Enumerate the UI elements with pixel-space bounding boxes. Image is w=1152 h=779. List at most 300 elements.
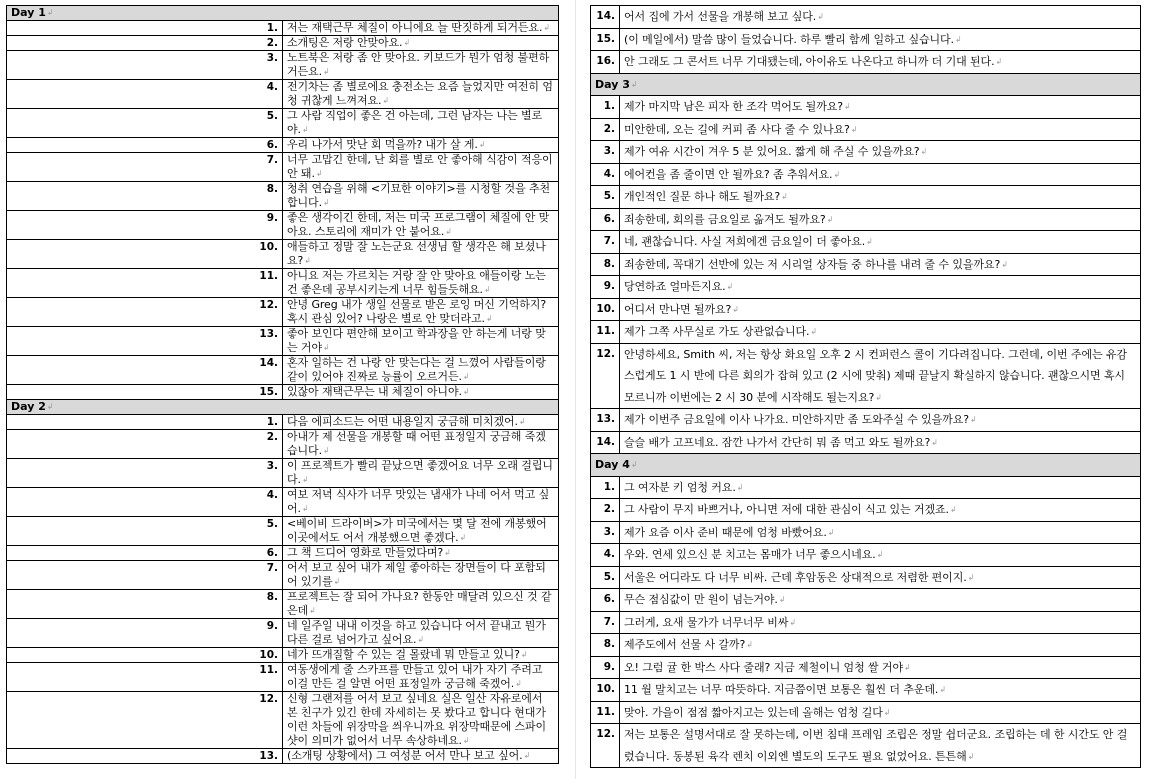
sentence-number-cell <box>591 253 620 276</box>
sentence-number-cell <box>591 566 620 589</box>
sentence-number-cell <box>7 138 283 153</box>
sentence-text-cell[interactable] <box>620 6 1141 29</box>
paragraph-mark: ↲ <box>883 707 891 717</box>
sentence-number-cell <box>7 327 283 356</box>
sentence-number: 10. <box>259 241 278 253</box>
sentence-text-cell[interactable] <box>620 431 1141 454</box>
sentence-text-cell[interactable] <box>283 415 559 430</box>
sentence-number: 5. <box>603 570 615 583</box>
right-sentence-table <box>590 5 1141 768</box>
sentence-number-cell <box>7 619 283 648</box>
sentence-number-cell <box>591 343 620 409</box>
sentence-text: 청취 연습을 위해 <기묘한 이야기>를 시청할 것을 추천합니다. <box>287 182 551 209</box>
sentence-number: 13. <box>259 328 278 340</box>
sentence-number-cell <box>7 269 283 298</box>
sentence-text-cell[interactable] <box>620 186 1141 209</box>
paragraph-mark: ↲ <box>444 548 451 557</box>
paragraph-mark: ↲ <box>778 595 786 604</box>
sentence-text-cell[interactable] <box>283 356 559 385</box>
sentence-number: 4. <box>603 548 615 560</box>
sentence-text-cell[interactable] <box>283 459 559 488</box>
sentence-row <box>591 186 1141 209</box>
sentence-number: 2. <box>266 431 278 443</box>
paragraph-mark: ↲ <box>726 282 734 291</box>
paragraph-mark: ↲ <box>931 437 938 447</box>
sentence-row <box>591 431 1141 454</box>
sentence-text-cell[interactable] <box>283 138 559 153</box>
sentence-number-cell <box>591 118 620 141</box>
paragraph-mark: ↲ <box>967 751 975 761</box>
sentence-text-cell[interactable] <box>283 211 559 240</box>
sentence-number: 6. <box>603 593 615 605</box>
sentence-number-cell <box>7 415 283 430</box>
sentence-row <box>591 679 1141 702</box>
sentence-number: 6. <box>266 547 278 559</box>
sentence-number: 4. <box>266 489 278 501</box>
paragraph-mark: ↲ <box>46 402 54 411</box>
day-header <box>7 6 559 21</box>
sentence-text: 맞아. 가을이 점점 짧아지고는 있는데 올해는 엄청 길다 <box>624 705 883 719</box>
sentence-number: 14. <box>596 435 615 448</box>
sentence-number: 4. <box>266 81 278 93</box>
sentence-text: 제가 여유 시간이 겨우 5 분 있어요. 짧게 해 주실 수 있을까요? <box>624 145 920 158</box>
sentence-text: 너무 고맙긴 한데, 난 회를 별로 안 좋아해 식감이 적응이 안 돼. <box>287 153 553 180</box>
paragraph-mark: ↲ <box>826 214 834 224</box>
paragraph-mark: ↲ <box>518 417 526 426</box>
sentence-text: 애들하고 정말 잘 노는군요 선생님 할 생각은 해 보셨나요? <box>287 240 546 267</box>
sentence-row <box>591 231 1141 254</box>
sentence-row <box>591 566 1141 589</box>
sentence-text-cell[interactable] <box>620 611 1141 634</box>
sentence-text-cell[interactable] <box>620 724 1141 768</box>
paragraph-mark: ↲ <box>46 8 54 17</box>
sentence-row <box>7 663 559 692</box>
sentence-text-cell[interactable] <box>620 679 1141 702</box>
sentence-text: 아내가 제 선물을 개봉할 때 어떤 표정일지 궁금해 죽겠습니다. <box>287 430 546 457</box>
sentence-number: 12. <box>596 347 615 360</box>
sentence-text-cell[interactable] <box>620 298 1141 321</box>
sentence-number: 5. <box>266 518 278 530</box>
sentence-text: 오! 그럼 귤 한 박스 사다 줄래? 지금 제철이니 엄청 쌀 거야 <box>624 660 903 674</box>
sentence-row <box>591 96 1141 119</box>
sentence-number: 2. <box>266 37 278 49</box>
paragraph-mark: ↲ <box>478 140 486 149</box>
paragraph-mark: ↲ <box>781 192 788 201</box>
sentence-text: 당연하죠 얼마든지요. <box>624 280 726 293</box>
sentence-number-cell <box>591 276 620 299</box>
sentence-text-cell[interactable] <box>283 153 559 182</box>
sentence-row <box>591 544 1141 567</box>
sentence-text: 혼자 일하는 건 나랑 안 맞는다는 걸 느꼈어 사람들이랑 같이 있어야 진짜로 능률이 오르거든. <box>287 356 546 383</box>
sentence-row <box>591 409 1141 432</box>
sentence-text-cell[interactable] <box>283 546 559 561</box>
sentence-text-cell[interactable] <box>283 327 559 356</box>
sentence-number-cell <box>7 211 283 240</box>
sentence-text: 어디서 만나면 될까요? <box>624 302 732 316</box>
sentence-row <box>7 269 559 298</box>
sentence-text-cell[interactable] <box>283 269 559 298</box>
sentence-text: 제가 요즘 이사 준비 때문에 엄청 바빴어요. <box>624 525 827 539</box>
sentence-text: 노트북은 저랑 좀 안 맞아요. 키보드가 뭔가 엄청 불편하거든요. <box>287 51 550 78</box>
sentence-number: 7. <box>603 235 615 247</box>
sentence-row <box>591 298 1141 321</box>
sentence-text-cell[interactable] <box>620 521 1141 544</box>
sentence-number-cell <box>7 36 283 51</box>
sentence-number-cell <box>591 51 620 74</box>
sentence-row <box>7 356 559 385</box>
sentence-text-cell[interactable] <box>283 692 559 749</box>
paragraph-mark: ↲ <box>301 125 309 134</box>
sentence-number: 14. <box>259 357 278 369</box>
day-header <box>591 73 1141 96</box>
sentence-text: 네 일주일 내내 이것을 하고 있습니다 어서 끝내고 뭔가 다른 걸로 넘어가고 싶어요. <box>287 619 546 646</box>
sentence-number-cell <box>591 656 620 679</box>
sentence-number: 5. <box>266 110 278 122</box>
sentence-row <box>591 28 1141 51</box>
sentence-text-cell[interactable] <box>620 96 1141 119</box>
sentence-text: 안녕 Greg 내가 생일 선물로 받은 로잉 머신 기억하지? 혹시 관심 있어? 나랑은 별로 안 맞더라고. <box>287 298 547 325</box>
paragraph-mark: ↲ <box>520 650 528 659</box>
sentence-number-cell <box>591 28 620 51</box>
sentence-text-cell[interactable] <box>620 589 1141 612</box>
sentence-number: 9. <box>603 280 615 292</box>
paragraph-mark: ↲ <box>939 685 946 694</box>
sentence-text-cell[interactable] <box>620 343 1141 409</box>
sentence-row <box>591 141 1141 164</box>
sentence-row <box>7 51 559 80</box>
sentence-text: 좋아 보인다 편안해 보이고 학과장을 안 하는게 너랑 맞는 거야 <box>287 327 546 354</box>
sentence-text-cell[interactable] <box>283 590 559 619</box>
sentence-text-cell[interactable] <box>620 118 1141 141</box>
sentence-number-cell <box>591 701 620 724</box>
sentence-number-cell <box>7 51 283 80</box>
sentence-row <box>591 724 1141 768</box>
sentence-number: 10. <box>596 302 615 315</box>
sentence-text-cell[interactable] <box>283 385 559 400</box>
sentence-number: 15. <box>259 386 278 398</box>
sentence-text: 안녕하세요, Smith 씨, 저는 항상 화요일 오후 2 시 컨퍼런스 콜이 기다려집니다. 그런데, 이번 주에는 유감스럽게도 1 시 반에 다른 회의가 잡혀 있고 (2 시에 맞춰) 제때 끝날지 확실하지 않습니다. 괜찮으시면 혹시 모르니까 이번에는 2 시 30 분에 시작해도 될는지요? <box>624 347 1127 404</box>
paragraph-mark: ↲ <box>876 550 884 559</box>
sentence-row <box>7 298 559 327</box>
sentence-text: 에어컨을 좀 줄이면 안 될까요? 좀 추워서요. <box>624 167 833 181</box>
sentence-text-cell[interactable] <box>620 276 1141 299</box>
sentence-text-cell[interactable] <box>620 28 1141 51</box>
sentence-text-cell[interactable] <box>620 701 1141 724</box>
sentence-text-cell[interactable] <box>620 163 1141 186</box>
sentence-row <box>7 561 559 590</box>
sentence-row <box>591 51 1141 74</box>
sentence-text-cell[interactable] <box>620 544 1141 567</box>
sentence-row <box>591 476 1141 499</box>
sentence-row <box>7 182 559 211</box>
sentence-text-cell[interactable] <box>620 499 1141 522</box>
paragraph-mark: ↲ <box>903 662 911 672</box>
sentence-number-cell <box>7 80 283 109</box>
paragraph-mark: ↲ <box>866 237 873 246</box>
paragraph-mark: ↲ <box>462 736 470 745</box>
sentence-text-cell[interactable] <box>283 619 559 648</box>
sentence-row <box>7 415 559 430</box>
sentence-row <box>7 517 559 546</box>
sentence-number: 10. <box>596 683 615 695</box>
sentence-text-cell[interactable] <box>283 298 559 327</box>
sentence-row <box>591 321 1141 344</box>
sentence-text: 제가 그쪽 사무실로 가도 상관없습니다. <box>624 325 810 338</box>
sentence-number-cell <box>7 546 283 561</box>
sentence-number-cell <box>591 499 620 522</box>
paragraph-mark: ↲ <box>483 285 491 294</box>
sentence-text: 우와. 연세 있으신 분 치고는 몸매가 너무 좋으시네요. <box>624 548 876 561</box>
paragraph-mark: ↲ <box>304 256 311 265</box>
paragraph-mark: ↲ <box>630 79 638 89</box>
paragraph-mark: ↲ <box>967 572 975 582</box>
sentence-number-cell <box>7 240 283 269</box>
sentence-number-cell <box>7 385 283 400</box>
sentence-row <box>7 153 559 182</box>
sentence-text-cell[interactable] <box>283 430 559 459</box>
sentence-row <box>591 656 1141 679</box>
sentence-text-cell[interactable] <box>283 663 559 692</box>
sentence-number-cell <box>591 476 620 499</box>
sentence-number: 3. <box>266 460 278 472</box>
sentence-text-cell[interactable] <box>620 634 1141 657</box>
sentence-text: 아니요 저는 가르치는 거랑 잘 안 맞아요 애들이랑 노는 건 좋은데 공부시키는게 너무 힘들듯해요. <box>287 269 546 296</box>
sentence-number: 8. <box>266 591 278 603</box>
sentence-text: 네가 뜨개질할 수 있는 걸 몰랐네 뭐 만들고 있니? <box>287 648 520 661</box>
sentence-text: 제가 이번주 금요일에 이사 나가요. 미안하지만 좀 도와주실 수 있을까요? <box>624 413 969 426</box>
sentence-number: 14. <box>596 10 615 22</box>
sentence-text-cell[interactable] <box>283 749 559 764</box>
sentence-number: 2. <box>603 122 615 135</box>
sentence-number-cell <box>7 430 283 459</box>
sentence-number-cell <box>591 431 620 454</box>
sentence-number-cell <box>591 186 620 209</box>
sentence-number: 16. <box>596 55 615 67</box>
sentence-number: 1. <box>603 480 615 493</box>
sentence-text: <베이비 드라이버>가 미국에서는 몇 달 전에 개봉했어 이곳에서도 어서 개봉했으면 좋겠다. <box>287 517 547 544</box>
sentence-row <box>7 240 559 269</box>
sentence-text-cell[interactable] <box>283 182 559 211</box>
sentence-text: 제주도에서 선물 사 갈까? <box>624 638 746 651</box>
sentence-text-cell[interactable] <box>620 208 1141 231</box>
paragraph-mark: ↲ <box>459 533 467 542</box>
sentence-row <box>7 619 559 648</box>
sentence-number-cell <box>7 182 283 211</box>
sentence-row <box>7 327 559 356</box>
sentence-number: 8. <box>603 638 615 650</box>
sentence-number: 11. <box>259 664 278 676</box>
day-header-row <box>591 454 1141 477</box>
sentence-row <box>591 589 1141 612</box>
sentence-number-cell <box>591 163 620 186</box>
day-header-row <box>7 6 559 21</box>
sentence-number-cell <box>591 724 620 768</box>
paragraph-mark: ↲ <box>315 169 323 178</box>
sentence-number: 11. <box>259 270 278 282</box>
sentence-text: 개인적인 질문 하나 해도 될까요? <box>624 190 781 203</box>
sentence-text-cell[interactable] <box>283 36 559 51</box>
sentence-text: 죄송한데, 꼭대기 선반에 있는 저 시리얼 상자들 중 하나를 내려 줄 수 있을까요? <box>624 257 1001 271</box>
sentence-number: 15. <box>596 32 615 45</box>
sentence-number: 6. <box>266 139 278 151</box>
sentence-number-cell <box>591 679 620 702</box>
sentence-text-cell[interactable] <box>283 109 559 138</box>
sentence-number-cell <box>7 561 283 590</box>
sentence-text: 무슨 점심값이 만 원이 넘는거야. <box>624 593 778 606</box>
sentence-text: 다음 에피소드는 어떤 내용일지 궁금해 미치겠어. <box>287 415 518 428</box>
sentence-text: 11 월 말치고는 너무 따뜻하다. 지금쯤이면 보통은 훨씬 더 추운데. <box>624 683 939 696</box>
sentence-number-cell <box>591 6 620 29</box>
sentence-text: 그 책 드디어 영화로 만들었다며? <box>287 546 444 559</box>
paragraph-mark: ↲ <box>417 635 424 644</box>
sentence-text-cell[interactable] <box>620 656 1141 679</box>
sentence-number-cell <box>7 648 283 663</box>
sentence-number: 11. <box>596 705 615 718</box>
paragraph-mark: ↲ <box>333 577 341 586</box>
paragraph-mark: ↲ <box>523 751 531 760</box>
sentence-number-cell <box>591 96 620 119</box>
sentence-number: 4. <box>603 167 615 180</box>
sentence-text-cell[interactable] <box>283 51 559 80</box>
sentence-text-cell[interactable] <box>620 141 1141 164</box>
sentence-number: 8. <box>266 183 278 195</box>
sentence-text-cell[interactable] <box>620 476 1141 499</box>
sentence-number: 3. <box>603 145 615 157</box>
sentence-row <box>7 648 559 663</box>
sentence-text-cell[interactable] <box>620 321 1141 344</box>
sentence-row <box>591 634 1141 657</box>
sentence-number: 3. <box>266 52 278 64</box>
sentence-text-cell[interactable] <box>620 51 1141 74</box>
sentence-text: 있잖아 재택근무는 내 체질이 아니야. <box>287 385 462 398</box>
sentence-row <box>591 276 1141 299</box>
sentence-row <box>7 21 559 36</box>
paragraph-mark: ↲ <box>301 475 309 484</box>
sentence-text: 그 사람이 무지 바쁘거나, 아니면 저에 대한 관심이 식고 있는 거겠죠. <box>624 503 949 516</box>
sentence-text-cell[interactable] <box>620 566 1141 589</box>
sentence-text-cell[interactable] <box>283 488 559 517</box>
sentence-number-cell <box>7 109 283 138</box>
sentence-number-cell <box>591 298 620 321</box>
sentence-text: 어서 집에 가서 선물을 개봉해 보고 싶다. <box>624 10 817 23</box>
paragraph-mark: ↲ <box>309 606 316 615</box>
sentence-text-cell[interactable] <box>283 21 559 36</box>
sentence-number: 12. <box>259 693 278 705</box>
sentence-number: 12. <box>596 728 615 740</box>
paragraph-mark: ↲ <box>445 227 452 236</box>
paragraph-mark: ↲ <box>462 372 470 381</box>
paragraph-mark: ↲ <box>732 304 739 314</box>
sentence-text: 저는 재택근무 체질이 아니에요 늘 딴짓하게 되거든요. <box>287 21 543 34</box>
paragraph-mark: ↲ <box>949 505 957 514</box>
sentence-row <box>591 499 1141 522</box>
day-label: Day 2 <box>11 400 46 413</box>
sentence-number: 3. <box>603 525 615 538</box>
sentence-row <box>591 701 1141 724</box>
sentence-row <box>7 430 559 459</box>
sentence-text: 좋은 생각이긴 한데, 저는 미국 프로그램이 체질에 안 맞아요. 스토리에 재미가 안 붙어요. <box>287 211 550 238</box>
sentence-text: 프로젝트는 잘 되어 가나요? 한동안 매달려 있으신 것 같은데 <box>287 590 552 617</box>
sentence-text: 저는 보통은 설명서대로 잘 못하는데, 이번 침대 프레임 조립은 정말 쉽더군요. 조립하는 데 한 시간도 안 걸렸습니다. 동봉된 육각 렌치 이외엔 별도의 도구도 필요 없었어요. 튼튼해 <box>624 728 1128 763</box>
sentence-number: 9. <box>266 212 278 224</box>
sentence-number-cell <box>591 634 620 657</box>
sentence-row <box>7 488 559 517</box>
sentence-row <box>7 211 559 240</box>
sentence-row <box>591 118 1141 141</box>
sentence-number-cell <box>7 153 283 182</box>
paragraph-mark: ↲ <box>736 482 744 492</box>
paragraph-mark: ↲ <box>322 343 330 352</box>
paragraph-mark: ↲ <box>875 392 882 402</box>
paragraph-mark: ↲ <box>485 314 493 323</box>
sentence-row <box>591 611 1141 634</box>
sentence-text-cell[interactable] <box>620 231 1141 254</box>
sentence-row <box>7 692 559 749</box>
paragraph-mark: ↲ <box>382 96 390 105</box>
sentence-row <box>7 590 559 619</box>
sentence-row <box>7 459 559 488</box>
paragraph-mark: ↲ <box>543 23 550 32</box>
sentence-text-cell[interactable] <box>620 409 1141 432</box>
sentence-row <box>7 36 559 51</box>
sentence-text: 소개팅은 저랑 안맞아요. <box>287 36 403 49</box>
sentence-number: 8. <box>603 257 615 270</box>
sentence-text: (소개팅 상황에서) 그 여성분 어서 만나 보고 싶어. <box>287 749 523 762</box>
sentence-number: 1. <box>266 22 278 34</box>
sentence-number: 7. <box>266 562 278 574</box>
sentence-number-cell <box>591 611 620 634</box>
paragraph-mark: ↲ <box>827 527 835 537</box>
sentence-row <box>591 163 1141 186</box>
sentence-text: 우리 나가서 맛난 회 먹을까? 내가 살 게. <box>287 138 478 151</box>
sentence-number-cell <box>7 21 283 36</box>
paragraph-mark: ↲ <box>995 57 1003 66</box>
sentence-text-cell[interactable] <box>283 517 559 546</box>
sentence-number-cell <box>591 544 620 567</box>
paragraph-mark: ↲ <box>301 504 309 513</box>
paragraph-mark: ↲ <box>322 446 330 455</box>
sentence-text-cell[interactable] <box>283 561 559 590</box>
paragraph-mark: ↲ <box>810 327 818 336</box>
paragraph-mark: ↲ <box>630 460 638 469</box>
paragraph-mark: ↲ <box>843 102 851 111</box>
page-divider <box>575 0 576 779</box>
sentence-text: 여동생에게 줄 스카프를 만들고 있어 내가 자기 주려고 이걸 만든 걸 알면 어떤 표정일까 궁금해 죽겠어. <box>287 663 543 690</box>
sentence-number-cell <box>7 663 283 692</box>
day-label: Day 3 <box>595 77 630 91</box>
sentence-text: 그 사람 직업이 좋은 건 아는데, 그런 남자는 나는 별로야. <box>287 109 543 136</box>
sentence-number-cell <box>591 208 620 231</box>
sentence-text: 슬슬 배가 고프네요. 잠깐 나가서 간단히 뭐 좀 먹고 와도 될까요? <box>624 435 931 449</box>
sentence-text: 그 여자분 키 엄청 커요. <box>624 480 736 494</box>
sentence-row <box>591 6 1141 29</box>
paragraph-mark: ↲ <box>954 34 962 44</box>
sentence-number-cell <box>7 692 283 749</box>
sentence-row <box>591 208 1141 231</box>
sentence-row <box>591 521 1141 544</box>
sentence-text: 죄송한데, 회의를 금요일로 옮겨도 될까요? <box>624 212 826 226</box>
sentence-number: 1. <box>266 416 278 428</box>
sentence-text-cell[interactable] <box>283 80 559 109</box>
sentence-number: 7. <box>603 615 615 628</box>
sentence-number: 7. <box>266 154 278 166</box>
sentence-text-cell[interactable] <box>283 240 559 269</box>
sentence-text: 미안한데, 오는 길에 커피 좀 사다 줄 수 있나요? <box>624 122 850 136</box>
paragraph-mark: ↲ <box>817 12 824 21</box>
day-header-row <box>7 400 559 415</box>
sentence-text-cell[interactable] <box>283 648 559 663</box>
sentence-text-cell[interactable] <box>620 253 1141 276</box>
